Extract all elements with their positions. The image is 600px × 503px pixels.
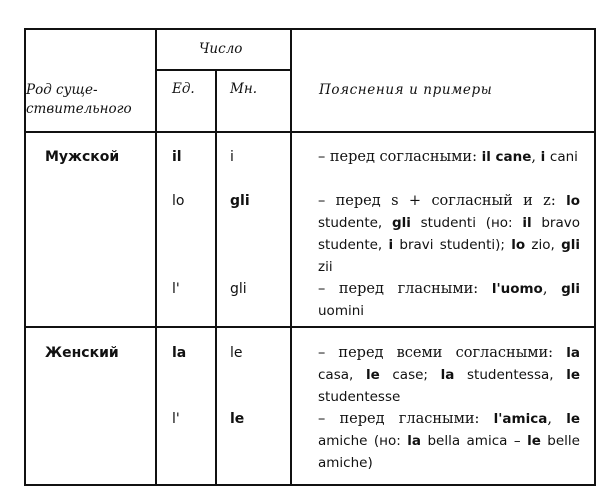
article-pl: i <box>230 149 234 165</box>
note-example: lo <box>566 193 580 209</box>
note-example: casa, <box>318 367 366 383</box>
col-divider-number <box>215 70 217 486</box>
note-example: il <box>522 215 532 231</box>
note-example: case; <box>379 367 441 383</box>
note-example: studentesse <box>318 389 401 405</box>
note-fem-la <box>318 342 580 408</box>
note-example: i <box>540 149 546 165</box>
article-pl: gli <box>230 281 247 297</box>
section-divider <box>24 326 596 328</box>
table-right-border <box>594 28 596 486</box>
article-sg: il <box>172 149 182 165</box>
note-example: uomini <box>318 303 365 319</box>
number-subheader-rule <box>155 69 292 71</box>
note-example: cani <box>549 149 578 165</box>
note-example: studentessa, <box>454 367 567 383</box>
note-text: – перед гласными: <box>318 281 492 297</box>
note-example: studente, <box>318 215 392 231</box>
note-example: gli <box>391 215 411 231</box>
note-example: le <box>566 411 580 427</box>
note-example: le <box>566 367 580 383</box>
note-fem-l <box>318 408 580 474</box>
col-divider-notes <box>290 28 292 486</box>
note-text: , <box>542 281 562 297</box>
header-gender-line2: ствительного <box>26 101 132 117</box>
note-example: amiche (но: <box>318 433 408 449</box>
header-notes: Пояснения и примеры <box>319 82 493 98</box>
note-text: – перед всеми согласными: <box>318 345 567 361</box>
note-example: lo <box>511 237 526 253</box>
note-example: bravi studenti); <box>393 237 512 253</box>
table-bottom-border <box>24 484 596 486</box>
note-text: – перед s + согласный и z: <box>318 193 567 209</box>
header-number: Число <box>199 41 243 57</box>
note-example: la <box>407 433 421 449</box>
note-example: bella amica – <box>421 433 528 449</box>
note-text: , <box>547 411 567 427</box>
note-masc-l <box>318 278 580 322</box>
note-masc-lo <box>318 190 580 278</box>
header-bottom-rule <box>24 131 596 133</box>
note-text: – перед согласными: <box>318 149 482 165</box>
article-pl: le <box>230 411 245 427</box>
note-example: il cane <box>481 149 532 165</box>
article-sg: la <box>172 345 187 361</box>
article-sg: l' <box>172 281 180 297</box>
article-sg: l' <box>172 411 180 427</box>
note-example: gli <box>561 281 580 297</box>
note-masc-il <box>318 146 580 168</box>
note-example: i <box>388 237 394 253</box>
gender-masculine: Мужской <box>45 149 120 165</box>
note-example: belle amiche) <box>318 433 580 471</box>
note-example: gli <box>561 237 580 253</box>
header-gender-line1: Род суще- <box>26 82 98 98</box>
note-example: l'amica <box>493 411 548 427</box>
note-example: studenti (но: <box>410 215 523 231</box>
note-example: zii <box>318 259 333 275</box>
note-text: – перед гласными: <box>318 411 494 427</box>
article-pl: le <box>230 345 243 361</box>
note-example: zio, <box>525 237 562 253</box>
article-sg: lo <box>172 193 185 209</box>
note-text: , <box>531 149 541 165</box>
col-divider-gender <box>155 28 157 486</box>
note-example: le <box>365 367 380 383</box>
note-example: l'uomo <box>491 281 543 297</box>
article-pl: gli <box>230 193 250 209</box>
note-example: la <box>440 367 455 383</box>
note-example: le <box>527 433 541 449</box>
note-example: la <box>566 345 580 361</box>
header-plural: Мн. <box>230 81 258 97</box>
note-example: bravo studente, <box>318 215 581 253</box>
gender-feminine: Женский <box>45 345 119 361</box>
table-top-border <box>24 28 596 30</box>
header-singular: Ед. <box>172 81 195 97</box>
